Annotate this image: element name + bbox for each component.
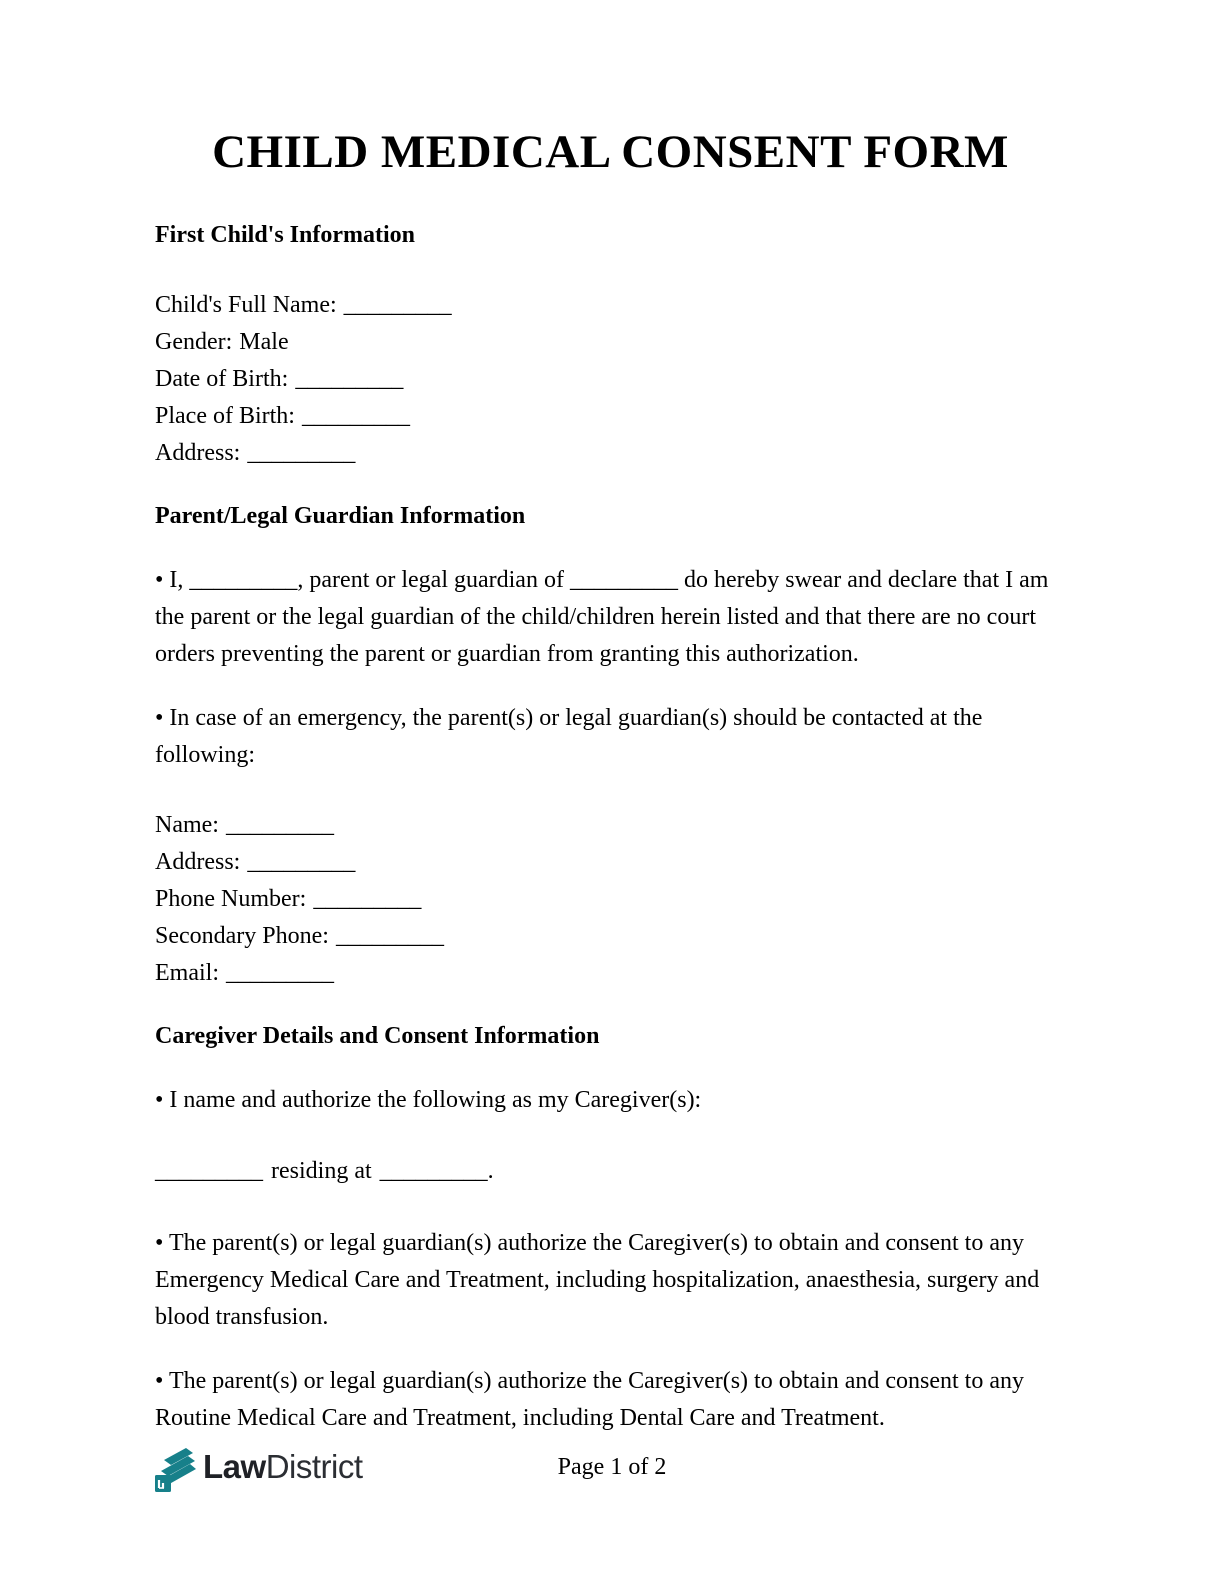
section-heading-first-child: First Child's Information [155, 222, 416, 248]
blank-line: _________ [225, 960, 334, 986]
page-number: Page 1 of 2 [557, 1454, 667, 1480]
field-label: Secondary Phone: [155, 923, 329, 949]
field-row-name [155, 807, 1066, 844]
page-footer [155, 1441, 1069, 1501]
blank-line: _________ [313, 886, 422, 912]
paragraph-line: Emergency Medical Care and Treatment, including hospitalization, anaesthesia, surgery and [155, 1267, 1040, 1293]
residing-text: residing at [271, 1158, 372, 1184]
field-row-place-of-birth [155, 398, 1066, 435]
routine-consent-paragraph [155, 1363, 1066, 1437]
guardian-declaration-paragraph [155, 562, 1066, 673]
blank-line: _________ [379, 1158, 488, 1184]
paragraph-line: orders preventing the parent or guardian from granting this authorization. [155, 641, 859, 667]
field-row-secondary-phone [155, 918, 1066, 955]
field-label: Date of Birth: [155, 366, 289, 392]
blank-line: _________ [155, 1158, 263, 1184]
field-value: Male [239, 329, 289, 355]
blank-line: _________ [343, 292, 452, 318]
field-label: Gender: [155, 329, 233, 355]
field-label: Child's Full Name: [155, 292, 337, 318]
field-label: Phone Number: [155, 886, 307, 912]
period-text: . [487, 1158, 494, 1184]
section-heading-caregiver: Caregiver Details and Consent Information [155, 1023, 600, 1049]
blank-line: _________ [225, 812, 334, 838]
field-label: Address: [155, 440, 241, 466]
paragraph-line: following: [155, 742, 255, 768]
paragraph-line: • I, _________, parent or legal guardian of _________ do hereby swear and declare that I am [155, 567, 1049, 593]
paragraph-line: the parent or the legal guardian of the child/children herein listed and that there are no court [155, 604, 1036, 630]
field-label: Place of Birth: [155, 403, 295, 429]
paragraph-line: blood transfusion. [155, 1304, 329, 1330]
blank-line: _________ [301, 403, 410, 429]
first-child-fields [155, 287, 1066, 472]
field-row-address [155, 435, 1066, 472]
logo-word-law: Law [203, 1448, 266, 1485]
field-row-gender [155, 324, 1066, 361]
page-title: CHILD MEDICAL CONSENT FORM [212, 126, 1009, 178]
paragraph-line: • The parent(s) or legal guardian(s) authorize the Caregiver(s) to obtain and consent to any [155, 1368, 1024, 1394]
caregiver-residing-line [155, 1153, 1066, 1190]
logo-word-district: District [265, 1448, 363, 1485]
field-label: Name: [155, 812, 219, 838]
paragraph-line: • I name and authorize the following as my Caregiver(s): [155, 1087, 702, 1113]
blank-line: _________ [295, 366, 404, 392]
emergency-consent-paragraph [155, 1225, 1066, 1336]
caregiver-authorize-paragraph [155, 1082, 1066, 1119]
paragraph-line: • In case of an emergency, the parent(s) or legal guardian(s) should be contacted at the [155, 705, 983, 731]
field-row-childs-full-name [155, 287, 1066, 324]
blank-line: _________ [247, 440, 356, 466]
field-row-date-of-birth [155, 361, 1066, 398]
field-row-email [155, 955, 1066, 992]
emergency-contact-paragraph [155, 700, 1066, 774]
section-heading-guardian: Parent/Legal Guardian Information [155, 503, 526, 529]
paragraph-line: • The parent(s) or legal guardian(s) authorize the Caregiver(s) to obtain and consent to any [155, 1230, 1024, 1256]
field-row-address [155, 844, 1066, 881]
field-label: Email: [155, 960, 219, 986]
field-label: Address: [155, 849, 241, 875]
field-row-phone-number [155, 881, 1066, 918]
paragraph-line: Routine Medical Care and Treatment, including Dental Care and Treatment. [155, 1405, 885, 1431]
guardian-contact-fields [155, 807, 1066, 992]
blank-line: _________ [247, 849, 356, 875]
blank-line: _________ [335, 923, 444, 949]
